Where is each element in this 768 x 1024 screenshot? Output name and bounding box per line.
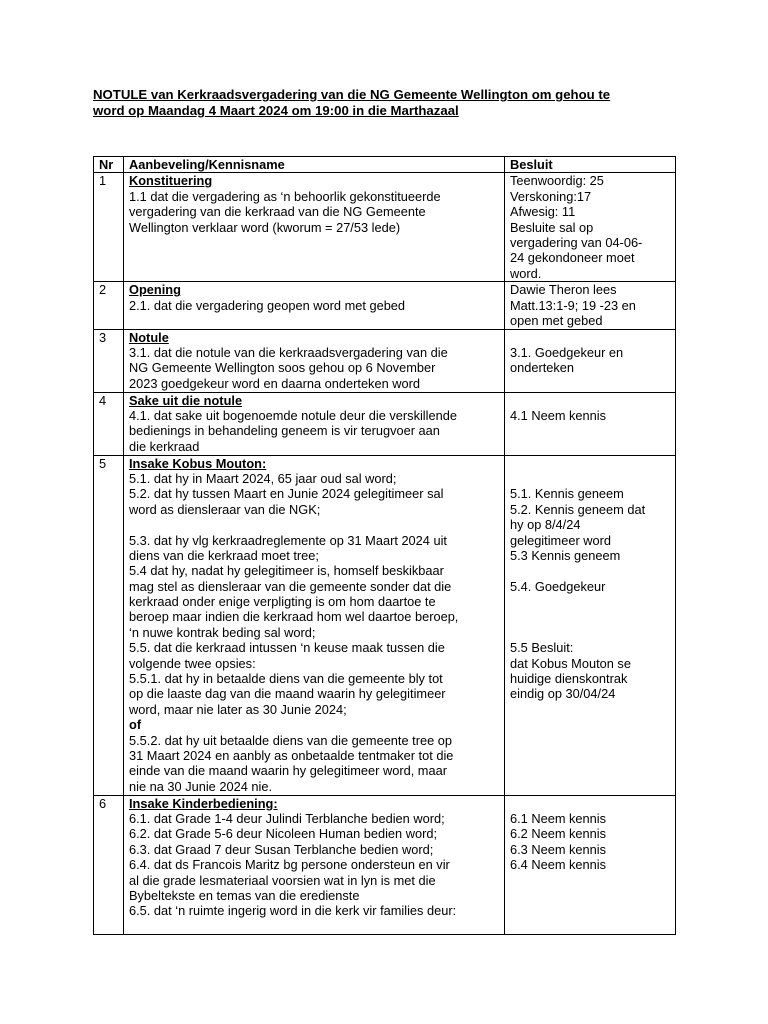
decision-line: Afwesig: 11 xyxy=(510,204,576,220)
row-heading: Sake uit die notule xyxy=(129,392,243,408)
decision-line: 24 gekondoneer moet xyxy=(510,250,635,266)
row-number: 1 xyxy=(94,173,124,282)
row-item-line: 5.5. dat die kerkraad intussen ‘n keuse maak tussen die xyxy=(129,640,445,656)
row-number: 5 xyxy=(94,455,124,795)
decision-line: Teenwoordig: 25 xyxy=(510,173,604,189)
decision-line xyxy=(510,393,670,408)
decision-line: Dawie Theron lees xyxy=(510,282,617,298)
table-row xyxy=(94,392,676,455)
row-item xyxy=(124,282,505,329)
table-row xyxy=(94,329,676,392)
title-line-1: NOTULE van Kerkraadsvergadering van die NG Gemeente Wellington om gehou te xyxy=(93,87,611,102)
decision-line: 5.4. Goedgekeur xyxy=(510,578,606,594)
row-item-line: die kerkraad xyxy=(129,438,200,454)
table-row xyxy=(94,455,676,795)
decision-line: 5.3 Kennis geneem xyxy=(510,547,621,563)
row-item-line: 5.3. dat hy vlg kerkraadreglemente op 31 Maart 2024 uit xyxy=(129,532,447,548)
row-item xyxy=(124,455,505,795)
decision-line: Matt.13:1-9; 19 -23 en xyxy=(510,297,636,313)
row-item-line: 6.5. dat ‘n ruimte ingerig word in die kerk vir families deur: xyxy=(129,903,457,919)
row-item xyxy=(124,392,505,455)
row-item-line: 31 Maart 2024 en aanbly as onbetaalde tentmaker tot die xyxy=(129,748,454,763)
row-number: 6 xyxy=(94,795,124,934)
row-item-line: word, maar nie later as 30 Junie 2024; xyxy=(129,701,347,717)
row-item-line xyxy=(129,517,499,532)
row-item-line: al die grade lesmateriaal voorsien wat in lyn is met die xyxy=(129,872,436,888)
row-item-line: Wellington verklaar word (kworum = 27/53 lede) xyxy=(129,219,401,235)
row-decision xyxy=(505,282,676,329)
row-decision xyxy=(505,173,676,282)
row-number: 2 xyxy=(94,282,124,329)
decision-line xyxy=(510,609,670,624)
header-nr: Nr xyxy=(94,157,124,173)
decision-line: 6.1 Neem kennis xyxy=(510,810,607,826)
row-number: 4 xyxy=(94,392,124,455)
document-title xyxy=(93,87,673,119)
row-item-line: 3.1. dat die notule van die kerkraadsvergadering van die xyxy=(129,344,448,360)
decision-line: open met gebed xyxy=(510,313,603,329)
row-decision xyxy=(505,392,676,455)
row-item-line: 5.1. dat hy in Maart 2024, 65 jaar oud sal word; xyxy=(129,470,397,486)
row-item xyxy=(124,795,505,934)
row-heading: Opening xyxy=(129,282,181,298)
row-decision xyxy=(505,329,676,392)
row-item-line: 2.1. dat die vergadering geopen word met gebed xyxy=(129,297,406,313)
decision-line: 5.5 Besluit: xyxy=(510,640,574,656)
decision-line: dat Kobus Mouton se xyxy=(510,655,631,671)
decision-line: eindig op 30/04/24 xyxy=(510,686,616,702)
row-item-line: NG Gemeente Wellington soos gehou op 6 November xyxy=(129,360,436,376)
decision-line xyxy=(510,471,670,486)
table-row xyxy=(94,282,676,329)
row-heading: Insake Kobus Mouton: xyxy=(129,455,267,471)
row-item-line: mag stel as diensleraar van die gemeente sonder dat die xyxy=(129,578,452,594)
row-item-line: einde van die maand waarin hy gelegitimeer word, maar xyxy=(129,763,447,779)
decision-line: 5.1. Kennis geneem xyxy=(510,486,624,502)
decision-line: hy op 8/4/24 xyxy=(510,517,581,533)
table-header-row xyxy=(94,157,676,173)
decision-line: Verskoning:17 xyxy=(510,188,592,204)
row-number: 3 xyxy=(94,329,124,392)
decision-line xyxy=(510,456,670,471)
row-item-line: 4.1. dat sake uit bogenoemde notule deur die verskillende xyxy=(129,407,457,423)
decision-line xyxy=(510,625,670,640)
decision-line: huidige dienskontrak xyxy=(510,671,628,687)
row-item-line: kerkraad onder enige verpligting is om hom daartoe te xyxy=(129,594,436,610)
row-item-line: 5.5.1. dat hy in betaalde diens van die gemeente bly tot xyxy=(129,671,443,687)
row-item-line: Bybeltekste en temas van die eredienste xyxy=(129,887,360,903)
row-item-line: vergadering van die kerkraad van die NG Gemeente xyxy=(129,204,426,220)
decision-line: Besluite sal op xyxy=(510,219,594,235)
decision-line xyxy=(510,563,670,578)
row-item-line: 1.1 dat die vergadering as ‘n behoorlik gekonstitueerde xyxy=(129,188,441,204)
row-item-line: 2023 goedgekeur word en daarna onderteken word xyxy=(129,375,420,391)
row-item-line: op die laaste dag van die maand waarin hy gelegitimeer xyxy=(129,686,446,702)
row-item-line: ‘n nuwe kontrak beding sal word; xyxy=(129,624,316,640)
decision-line: word. xyxy=(510,265,542,281)
table-row xyxy=(94,173,676,282)
row-heading: Insake Kinderbediening: xyxy=(129,795,278,811)
decision-line: 6.2 Neem kennis xyxy=(510,826,607,842)
table-row xyxy=(94,795,676,934)
minutes-table xyxy=(93,156,676,935)
row-item xyxy=(124,173,505,282)
row-item-line: 6.3. dat Graad 7 deur Susan Terblanche bedien word; xyxy=(129,841,434,857)
row-item-line: 6.4. dat ds Francois Maritz bg persone ondersteun en vir xyxy=(129,857,450,873)
row-item-line: 5.4 dat hy, nadat hy gelegitimeer is, homself beskikbaar xyxy=(129,563,444,579)
row-item-line: 5.5.2. dat hy uit betaalde diens van die gemeente tree op xyxy=(129,732,452,748)
row-item-line: nie na 30 Junie 2024 nie. xyxy=(129,778,273,794)
decision-line: 6.4 Neem kennis xyxy=(510,857,607,873)
row-item-line: beroep maar indien die kerkraad hom wel daartoe beroep, xyxy=(129,609,459,625)
decision-line: 4.1 Neem kennis xyxy=(510,407,607,423)
title-line-2: word op Maandag 4 Maart 2024 om 19:00 in die Marthazaal xyxy=(93,103,459,118)
row-item-line: 6.1. dat Grade 1-4 deur Julindi Terblanche bedien word; xyxy=(129,810,445,826)
decision-line: onderteken xyxy=(510,360,575,376)
decision-line: vergadering van 04-06- xyxy=(510,234,643,250)
row-item xyxy=(124,329,505,392)
decision-line: gelegitimeer word xyxy=(510,532,612,548)
row-item-line: bedienings in behandeling geneem is vir terugvoer aan xyxy=(129,423,440,439)
row-item-line: 5.2. dat hy tussen Maart en Junie 2024 gelegitimeer sal xyxy=(129,486,444,502)
decision-line xyxy=(510,796,670,811)
decision-line: 6.3 Neem kennis xyxy=(510,841,607,857)
row-item-line: of xyxy=(129,717,142,733)
decision-line: 5.2. Kennis geneem dat xyxy=(510,501,646,517)
decision-line: 3.1. Goedgekeur en xyxy=(510,344,624,360)
row-heading: Notule xyxy=(129,329,169,345)
row-item-line: diens van die kerkraad moet tree; xyxy=(129,547,319,563)
decision-line xyxy=(510,330,670,345)
row-heading: Konstituering xyxy=(129,173,213,189)
row-item-line: 6.2. dat Grade 5-6 deur Nicoleen Human bedien word; xyxy=(129,826,438,842)
row-decision xyxy=(505,455,676,795)
header-decision: Besluit xyxy=(505,157,676,173)
row-decision xyxy=(505,795,676,934)
row-item-line: word as diensleraar van die NGK; xyxy=(129,501,321,517)
row-item-line: volgende twee opsies: xyxy=(129,655,256,671)
header-item: Aanbeveling/Kennisname xyxy=(124,157,505,173)
decision-line xyxy=(510,594,670,609)
